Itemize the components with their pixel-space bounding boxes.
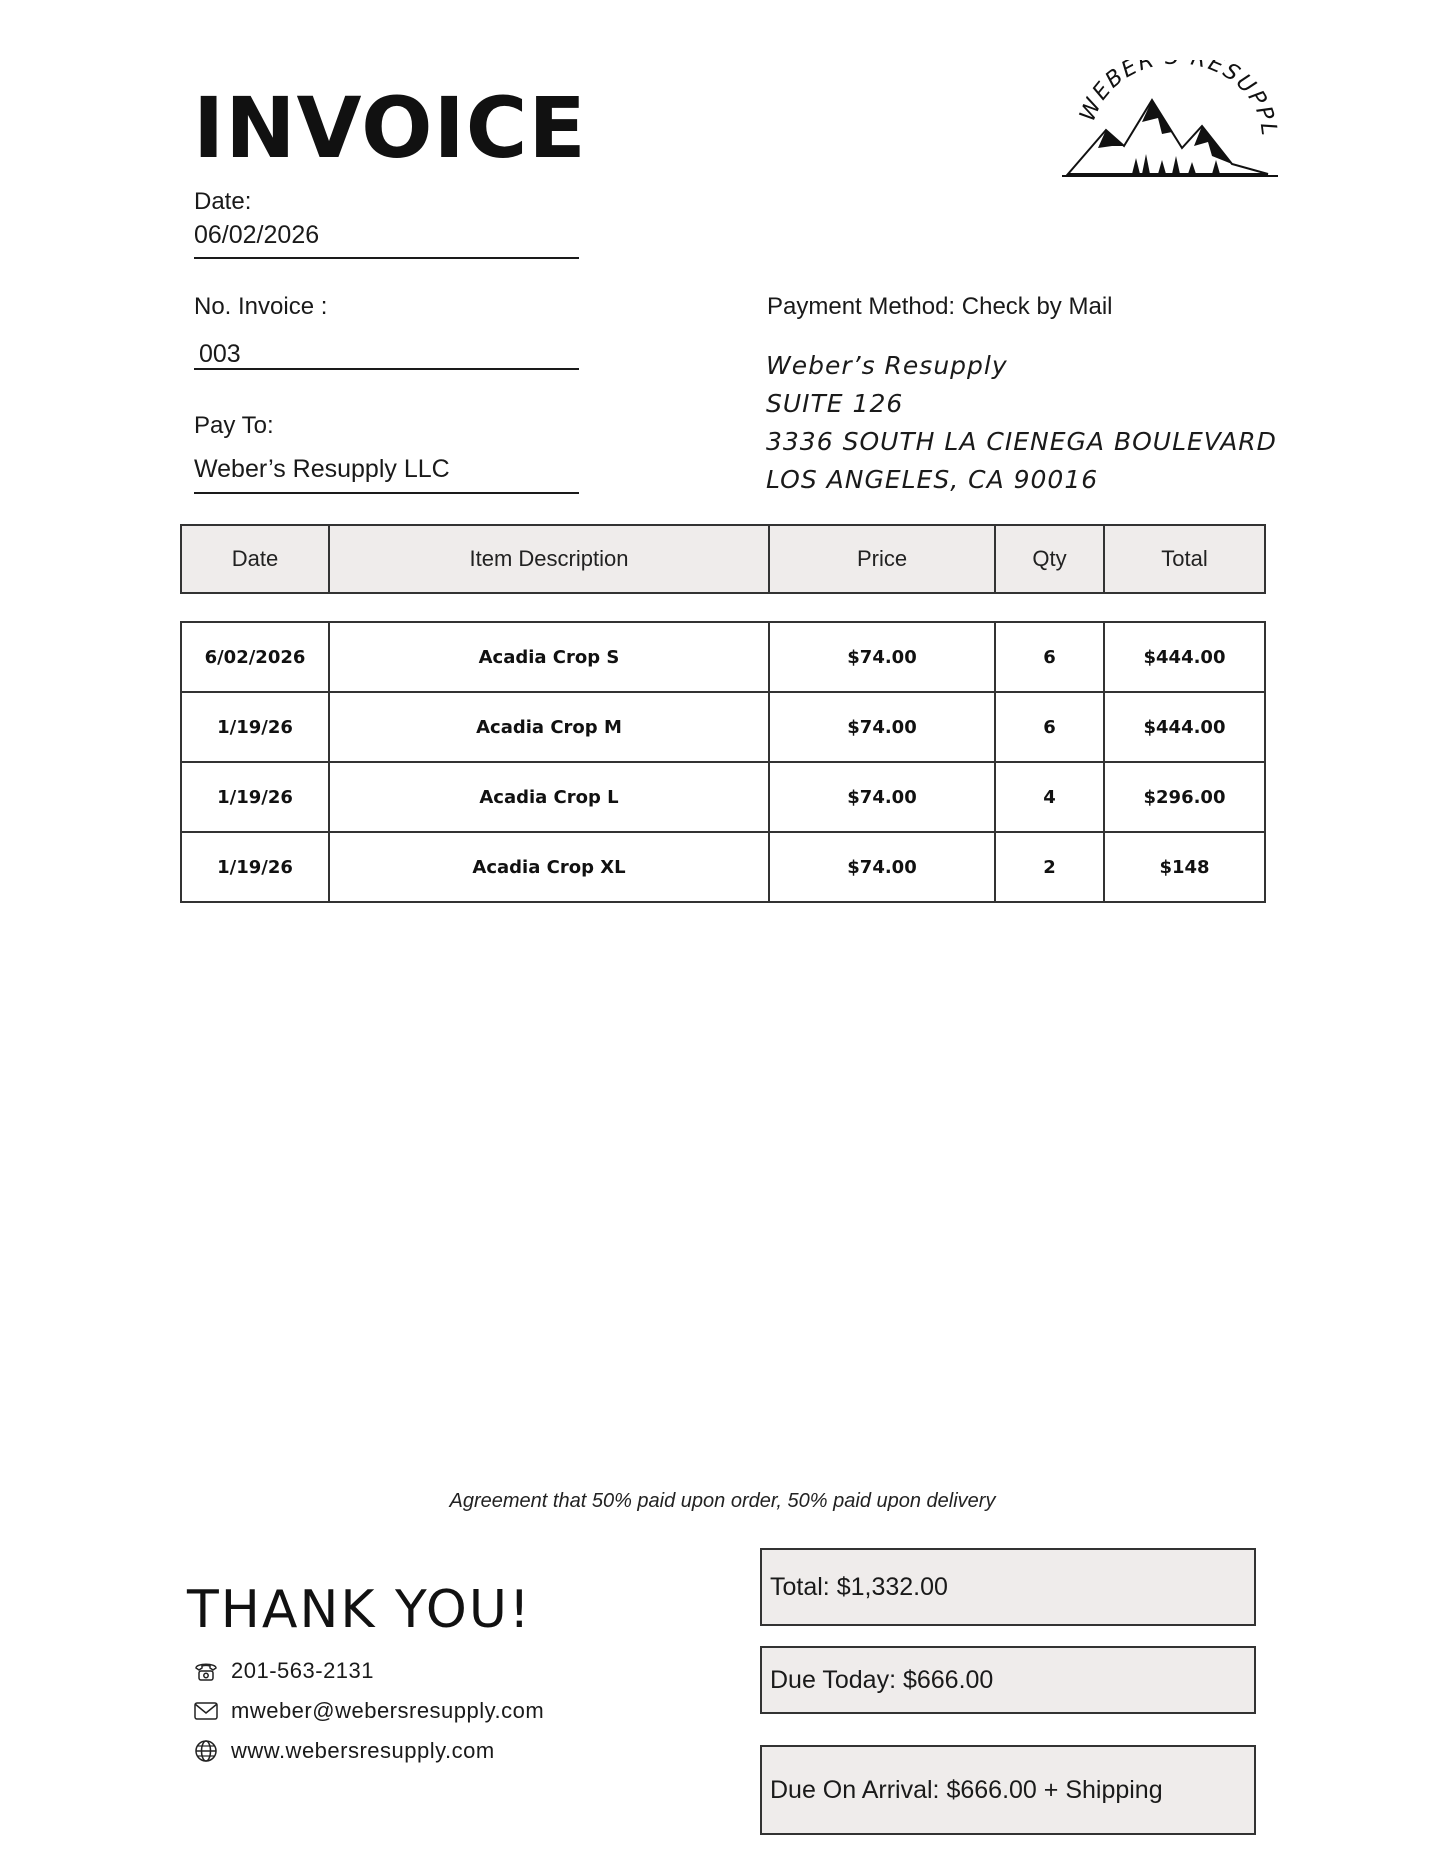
cell-price: $74.00 [769,622,995,692]
address-city: LOS ANGELES, CA 90016 [766,465,1099,494]
date-label: Date: [194,188,252,215]
invoice-number-underline [194,368,579,370]
mountain-logo-icon [1062,60,1282,180]
invoice-number-label: No. Invoice : [194,293,328,320]
total-amount: Total: $1,332.00 [770,1572,948,1601]
cell-total: $444.00 [1104,692,1265,762]
table-row [181,832,1265,902]
pay-to-underline [194,492,579,494]
cell-total: $148 [1104,832,1265,902]
cell-qty: 6 [995,692,1104,762]
cell-qty: 6 [995,622,1104,692]
cell-description: Acadia Crop M [329,692,769,762]
address-name: Weber’s Resupply [766,351,1008,380]
date-value: 06/02/2026 [194,221,320,249]
cell-description: Acadia Crop L [329,762,769,832]
invoice-number-value: 003 [199,340,241,368]
website-url[interactable]: www.webersresupply.com [231,1738,495,1763]
cell-price: $74.00 [769,692,995,762]
cell-date: 6/02/2026 [181,622,329,692]
contact-phone [193,1658,374,1684]
total-box [760,1548,1256,1626]
cell-date: 1/19/26 [181,832,329,902]
column-header-qty: Qty [995,525,1104,593]
thank-you-heading: THANK YOU! [187,1580,532,1640]
table-row [181,762,1265,832]
pay-to-label: Pay To: [194,412,274,439]
cell-description: Acadia Crop XL [329,832,769,902]
contact-email [193,1698,544,1724]
cell-qty: 4 [995,762,1104,832]
invoice-title: INVOICE [193,79,587,177]
due-today-box [760,1646,1256,1714]
column-header-date: Date [181,525,329,593]
due-today-amount: Due Today: $666.00 [770,1665,994,1694]
address-suite: SUITE 126 [766,389,904,418]
email-address[interactable]: mweber@webersresupply.com [231,1698,545,1723]
cell-price: $74.00 [769,762,995,832]
cell-date: 1/19/26 [181,692,329,762]
items-table [180,621,1266,903]
due-on-arrival-amount: Due On Arrival: $666.00 + Shipping [770,1775,1163,1804]
cell-description: Acadia Crop S [329,622,769,692]
contact-website [193,1738,495,1764]
globe-icon [193,1738,219,1764]
date-underline [194,257,579,259]
pay-to-value: Weber’s Resupply LLC [194,455,450,483]
mail-icon [193,1698,219,1724]
address-street: 3336 SOUTH LA CIENEGA BOULEVARD [766,427,1277,456]
payment-agreement: Agreement that 50% paid upon order, 50% paid upon delivery [449,1490,996,1512]
cell-total: $444.00 [1104,622,1265,692]
cell-date: 1/19/26 [181,762,329,832]
cell-qty: 2 [995,832,1104,902]
table-row [181,692,1265,762]
column-header-total: Total [1104,525,1265,593]
phone-number: 201-563-2131 [231,1658,375,1683]
items-table-header [180,524,1266,594]
svg-text:WEBER'S RESUPPLY: WEBER ESUPPL [1075,60,1282,137]
payment-method: Payment Method: Check by Mail [767,293,1113,320]
due-on-arrival-box [760,1745,1256,1835]
cell-price: $74.00 [769,832,995,902]
cell-total: $296.00 [1104,762,1265,832]
phone-icon [193,1658,219,1684]
table-row [181,622,1265,692]
column-header-price: Price [769,525,995,593]
column-header-description: Item Description [329,525,769,593]
